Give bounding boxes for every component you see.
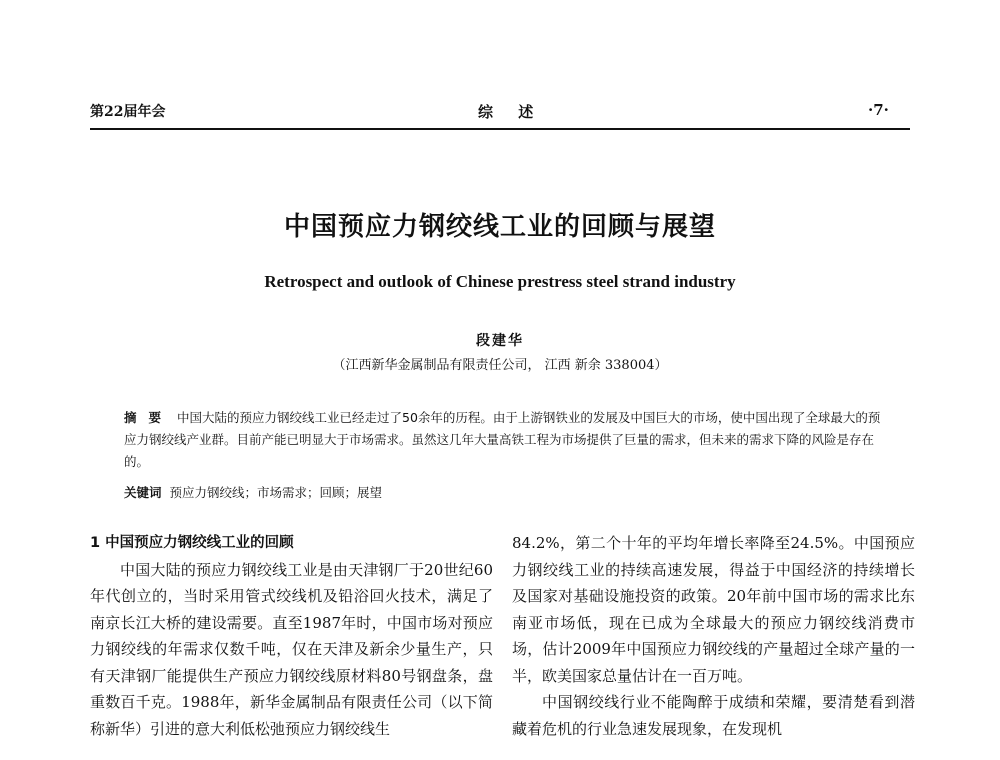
keywords bbox=[124, 483, 884, 501]
paper-title-english: Retrospect and outlook of Chinese prestress steel strand industry bbox=[264, 272, 736, 291]
body-paragraph: 84.2%，第二个十年的平均年增长率降至24.5%。中国预应力钢绞线工业的持续高速发展，得益于中国经济的持续增长及国家对基础设施投资的政策。20年前中国市场的需求比东南亚市场低，现在已成为全球最大的预应力钢绞线消费市场，估计2009年中国预应力钢绞线的产量超过全球产量的一半，欧美国家总量估计在一百万吨。 bbox=[512, 534, 915, 685]
author-name: 段建华 bbox=[476, 333, 524, 349]
paper-title-chinese: 中国预应力钢绞线工业的回顾与展望 bbox=[283, 212, 716, 242]
keywords-label: 关键词 bbox=[124, 485, 162, 500]
abstract-label: 摘要 bbox=[124, 410, 174, 425]
abstract-text: 中国大陆的预应力钢绞线工业已经走过了50余年的历程。由于上游钢铁业的发展及中国巨大的市场，使中国出现了全球最大的预应力钢绞线产业群。目前产能已明显大于市场需求。虽然这几年大量高铁工程为市场提供了巨量的需求，但未来的需求下降的风险是存在的。 bbox=[124, 410, 881, 469]
abstract bbox=[124, 407, 884, 473]
body-column-right bbox=[512, 530, 915, 742]
author-affiliation: （江西新华金属制品有限责任公司， 江西 新余 338004） bbox=[332, 358, 668, 373]
running-header-center: 综 述 bbox=[478, 103, 544, 121]
body-column-left bbox=[90, 530, 493, 742]
keywords-text: 预应力钢绞线；市场需求；回顾；展望 bbox=[169, 485, 383, 500]
section-heading: 1 中国预应力钢绞线工业的回顾 bbox=[90, 535, 294, 551]
body-paragraph: 中国钢绞线行业不能陶醉于成绩和荣耀，要清楚看到潜藏着危机的行业急速发展现象，在发现机 bbox=[512, 693, 915, 738]
running-header-left: 第22届年会 bbox=[90, 104, 166, 120]
header-rule bbox=[90, 128, 910, 130]
page-number: ·7· bbox=[868, 101, 889, 119]
body-paragraph: 中国大陆的预应力钢绞线工业是由天津钢厂于20世纪60年代创立的，当时采用管式绞线机及铅浴回火技术，满足了南京长江大桥的建设需要。直至1987年时，中国市场对预应力钢绞线的年需求仅数千吨，仅在天津及新余少量生产，只有天津钢厂能提供生产预应力钢绞线原材料80号钢盘条，盘重数百千克。1988年，新华金属制品有限责任公司（以下简称新华）引进的意大利低松弛预应力钢绞线生 bbox=[90, 560, 493, 738]
